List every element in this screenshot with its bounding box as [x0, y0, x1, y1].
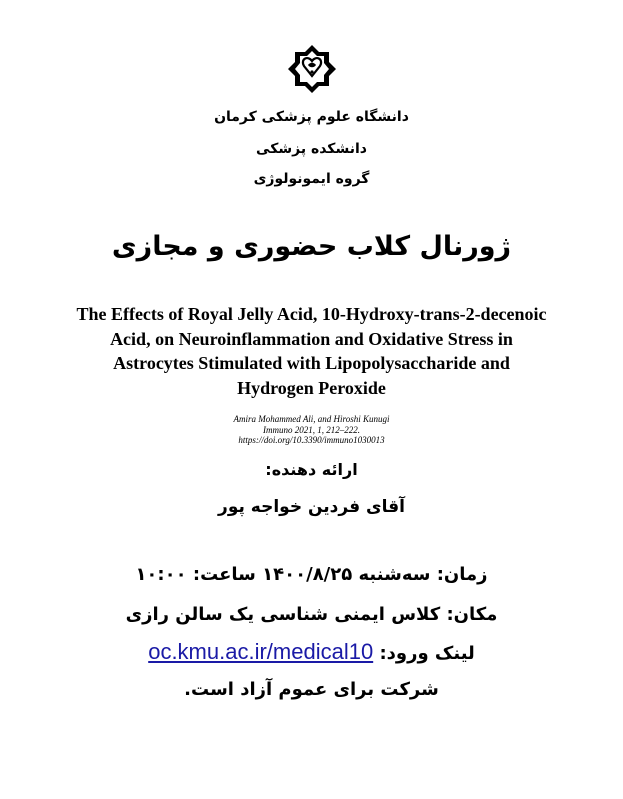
hour-label: ساعت:: [192, 564, 256, 585]
time-line: [0, 564, 623, 585]
university-name: دانشگاه علوم پزشکی کرمان: [214, 109, 409, 125]
meeting-link[interactable]: oc.kmu.ac.ir/medical10: [148, 639, 374, 664]
page-title: ژورنال کلاب حضوری و مجازی: [111, 231, 512, 262]
university-logo: [282, 42, 342, 96]
event-place: کلاس ایمنی شناسی یک سالن رازی: [125, 604, 441, 625]
department-name: گروه ایمونولوژی: [253, 171, 370, 187]
link-line: [0, 639, 623, 665]
citation-authors: Amira Mohammed Ali, and Hiroshi Kunugi: [233, 414, 390, 424]
citation-journal: Immuno 2021, 1, 212–222.: [263, 424, 360, 435]
citation: [0, 414, 623, 446]
citation-doi: https://doi.org/10.3390/immuno1030013: [238, 435, 385, 445]
place-label: مکان:: [446, 604, 498, 625]
article-title-line: Hydrogen Peroxide: [237, 377, 386, 398]
public-note: شرکت برای عموم آزاد است.: [184, 679, 439, 700]
event-date: سه‌شنبه ۱۴۰۰/۸/۲۵: [262, 564, 431, 585]
presenter-name: آقای فردین خواجه پور: [218, 497, 405, 517]
event-hour: ۱۰:۰۰: [135, 564, 187, 585]
place-line: [0, 604, 623, 625]
link-label: لینک ورود:: [379, 643, 475, 664]
article-title-line: Astrocytes Stimulated with Lipopolysaccharide and: [113, 353, 510, 373]
article-title-line: Acid, on Neuroinflammation and Oxidative Stress in: [110, 328, 513, 349]
article-title: [20, 302, 603, 400]
presenter-label: ارائه دهنده:: [265, 460, 358, 479]
time-label: زمان:: [436, 564, 488, 585]
article-title-line: The Effects of Royal Jelly Acid, 10-Hydroxy-trans-2-decenoic: [76, 304, 547, 324]
medical-university-emblem-icon: [282, 42, 342, 96]
faculty-name: دانشکده پزشکی: [256, 141, 367, 157]
